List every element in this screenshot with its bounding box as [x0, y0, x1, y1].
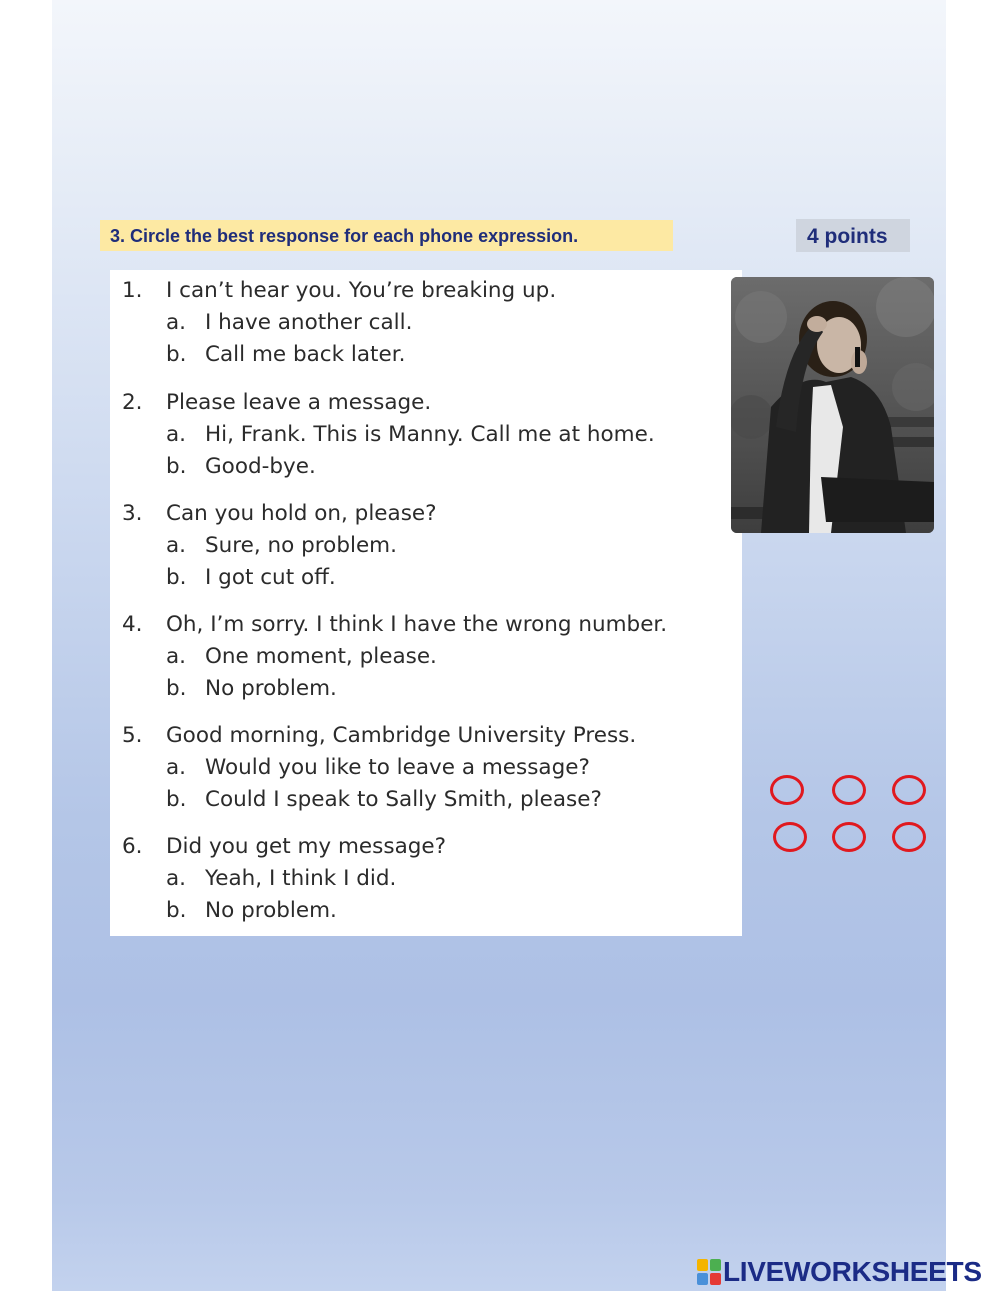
question-number: 6.: [122, 834, 143, 859]
option-letter: b.: [166, 676, 187, 701]
question-number: 3.: [122, 501, 143, 526]
option-letter: b.: [166, 898, 187, 923]
option-a[interactable]: One moment, please.: [205, 644, 437, 669]
question-number: 4.: [122, 612, 143, 637]
option-letter: b.: [166, 342, 187, 367]
option-letter: a.: [166, 310, 187, 335]
option-b[interactable]: Good-bye.: [205, 454, 316, 479]
question-text: Please leave a message.: [166, 390, 432, 415]
option-a[interactable]: Hi, Frank. This is Manny. Call me at home.: [205, 422, 655, 447]
option-letter: a.: [166, 755, 187, 780]
woman-on-phone-photo: [731, 277, 934, 533]
question-text: Oh, I’m sorry. I think I have the wrong number.: [166, 612, 668, 637]
question-number: 1.: [122, 278, 143, 303]
option-letter: a.: [166, 644, 187, 669]
points-badge: 4 points: [796, 219, 910, 252]
liveworksheets-logo: [697, 1257, 982, 1287]
option-a[interactable]: Would you like to leave a message?: [205, 755, 590, 780]
answer-circle-icon[interactable]: [892, 775, 926, 805]
option-b[interactable]: No problem.: [205, 898, 337, 923]
answer-circle-icon[interactable]: [892, 822, 926, 852]
option-letter: b.: [166, 565, 187, 590]
liveworksheets-logo-icon: [697, 1259, 721, 1285]
question-text: I can’t hear you. You’re breaking up.: [166, 278, 557, 303]
photo-illustration-icon: [731, 277, 934, 533]
answer-circle-icon[interactable]: [832, 822, 866, 852]
question-text: Did you get my message?: [166, 834, 447, 859]
option-letter: a.: [166, 866, 187, 891]
question-text: Good morning, Cambridge University Press.: [166, 723, 637, 748]
question-number: 2.: [122, 390, 143, 415]
option-letter: b.: [166, 787, 187, 812]
option-b[interactable]: I got cut off.: [205, 565, 336, 590]
answer-circle-icon[interactable]: [773, 822, 807, 852]
option-letter: b.: [166, 454, 187, 479]
option-a[interactable]: Yeah, I think I did.: [205, 866, 397, 891]
logo-text: LIVEWORKSHEETS: [723, 1256, 982, 1287]
option-a[interactable]: I have another call.: [205, 310, 413, 335]
question-number: 5.: [122, 723, 143, 748]
instruction-banner: 3. Circle the best response for each phone expression.: [100, 220, 673, 251]
answer-circle-icon[interactable]: [832, 775, 866, 805]
option-b[interactable]: Could I speak to Sally Smith, please?: [205, 787, 602, 812]
option-letter: a.: [166, 533, 187, 558]
option-b[interactable]: Call me back later.: [205, 342, 406, 367]
question-panel: [110, 270, 742, 936]
option-letter: a.: [166, 422, 187, 447]
answer-circle-icon[interactable]: [770, 775, 804, 805]
option-b[interactable]: No problem.: [205, 676, 337, 701]
option-a[interactable]: Sure, no problem.: [205, 533, 397, 558]
question-text: Can you hold on, please?: [166, 501, 437, 526]
